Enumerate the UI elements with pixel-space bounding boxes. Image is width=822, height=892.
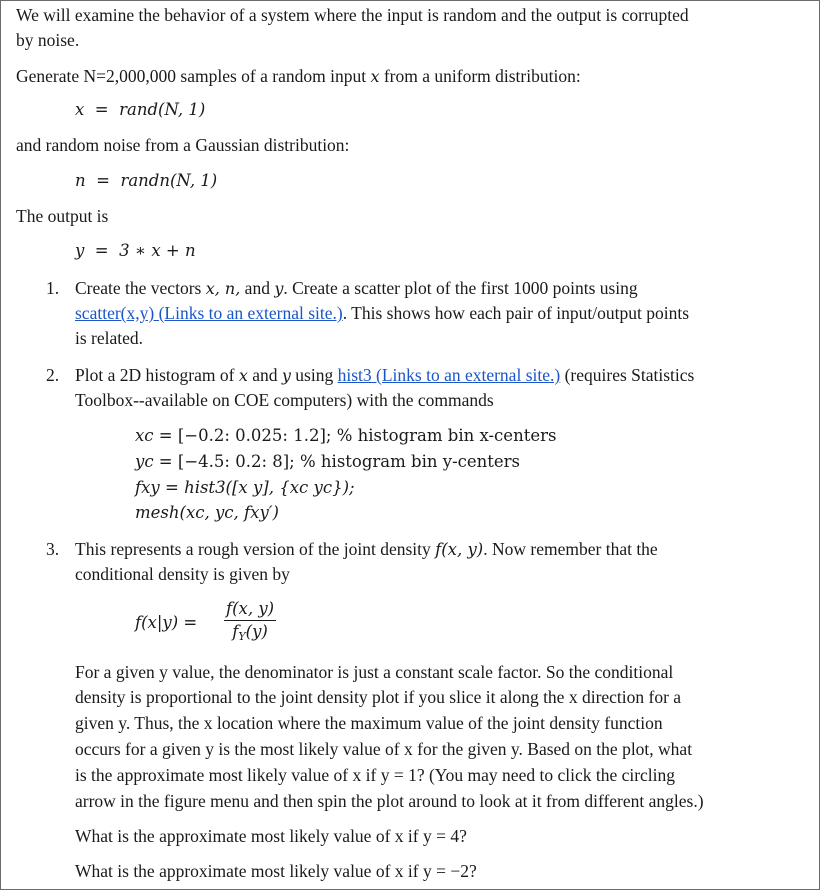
output-text: The output is (16, 206, 109, 226)
item-1-line-3: is related. (75, 328, 144, 348)
generate-var: x (370, 67, 380, 86)
generate-text-a: Generate N=2,000,000 samples of a random input (16, 66, 371, 86)
question-y4: What is the approximate most likely value of x if y = 4? (75, 826, 467, 846)
para-line-6: arrow in the figure menu and then spin the plot around to look at it from different angles.) (75, 791, 704, 811)
item-3-number: 3. (46, 539, 60, 559)
generate-text-b: from a uniform distribution: (379, 66, 581, 86)
item-1-number: 1. (46, 278, 60, 298)
question-y-minus2: What is the approximate most likely value of x if y = −2? (75, 861, 477, 881)
code-2-comment: % histogram bin y-centers (300, 452, 521, 471)
eq-x-rhs: rand(N, 1) (119, 100, 206, 119)
item-2-text-a: Plot a 2D histogram of (75, 365, 239, 385)
item-1-text-a: Create the vectors (75, 278, 206, 298)
para-line-5: is the approximate most likely value of x if y = 1? (You may need to click the circling (75, 765, 676, 785)
eq-n-rhs: randn(N, 1) (120, 171, 218, 190)
para-line-1: For a given y value, the denominator is just a constant scale factor. So the conditional (75, 662, 674, 682)
cond-fraction (224, 598, 276, 648)
cond-numerator: f(x, y) (224, 598, 276, 621)
item-3-line-2: conditional density is given by (75, 564, 290, 584)
code-1-comment: % histogram bin x-centers (336, 426, 557, 445)
code-line-4: mesh(xc, yc, fxy′) (135, 503, 279, 522)
code-2-rhs: [−4.5: 0.2: 8]; (177, 452, 295, 471)
para-line-3: given y. Thus, the x location where the maximum value of the joint density function (75, 713, 663, 733)
code-line-1: xc = [−0.2: 0.025: 1.2]; % histogram bin x-centers (135, 426, 557, 445)
hist3-link[interactable]: hist3 (Links to an external site.) (337, 365, 561, 385)
item-2-var-y: y (281, 366, 291, 385)
item-2-var-x: x (238, 366, 248, 385)
equation-y: y = 3 ∗ x + n (75, 241, 196, 260)
code-line-2: yc = [−4.5: 0.2: 8]; % histogram bin y-centers (135, 452, 521, 471)
item-2-number: 2. (46, 365, 60, 385)
item-1-text-b: . Create a scatter plot of the first 1000 points using (283, 278, 638, 298)
cond-den-arg: (y) (245, 622, 268, 641)
item-3-fxy: f(x, y) (435, 540, 484, 559)
item-3-text-a: This represents a rough version of the joint density (75, 539, 436, 559)
intro-line-2: by noise. (16, 30, 80, 50)
item-2-line-1 (75, 364, 694, 387)
scatter-link[interactable]: scatter(x,y) (Links to an external site.) (75, 303, 343, 323)
item-1-and: and (240, 278, 275, 298)
intro-line-1: We will examine the behavior of a system where the input is random and the output is corrupted (16, 5, 689, 25)
item-3-line-1 (75, 538, 658, 561)
code-3-rhs: hist3([x y], {xc yc}); (184, 478, 355, 497)
code-line-3: fxy = hist3([x y], {xc yc}); (135, 478, 355, 497)
equation-x: x = rand(N, 1) (75, 100, 206, 119)
code-1-rhs: [−0.2: 0.025: 1.2]; (177, 426, 332, 445)
para-line-4: occurs for a given y is the most likely value of x for the given y. Based on the plot, what (75, 739, 693, 759)
item-1-var-y: y (274, 279, 284, 298)
item-1-text-c: . This shows how each pair of input/output points (342, 303, 689, 323)
item-1-line-2 (75, 302, 689, 324)
item-2-line-2: Toolbox--available on COE computers) with the commands (75, 390, 494, 410)
code-2-lhs: yc (135, 452, 154, 471)
item-2-using: using (290, 365, 338, 385)
item-2-text-b: (requires Statistics (560, 365, 695, 385)
generate-text (16, 65, 581, 88)
code-1-lhs: xc (135, 426, 154, 445)
cond-denominator (224, 621, 276, 648)
cond-den-f: f (232, 622, 239, 641)
noise-text: and random noise from a Gaussian distribution: (16, 135, 350, 155)
cond-den-sub: Y (238, 630, 246, 643)
cond-lhs: f(x|y) = (135, 613, 198, 632)
eq-n-lhs: n (75, 171, 86, 190)
item-1-line-1 (75, 277, 638, 300)
eq-x-lhs: x (75, 100, 85, 119)
para-line-2: density is proportional to the joint density plot if you slice it along the x direction for a (75, 687, 682, 707)
code-3-lhs: fxy (135, 478, 160, 497)
item-2-and: and (247, 365, 282, 385)
item-3-text-b: . Now remember that the (483, 539, 658, 559)
equation-n: n = randn(N, 1) (75, 171, 218, 190)
item-1-vars: x, n, (205, 279, 241, 298)
